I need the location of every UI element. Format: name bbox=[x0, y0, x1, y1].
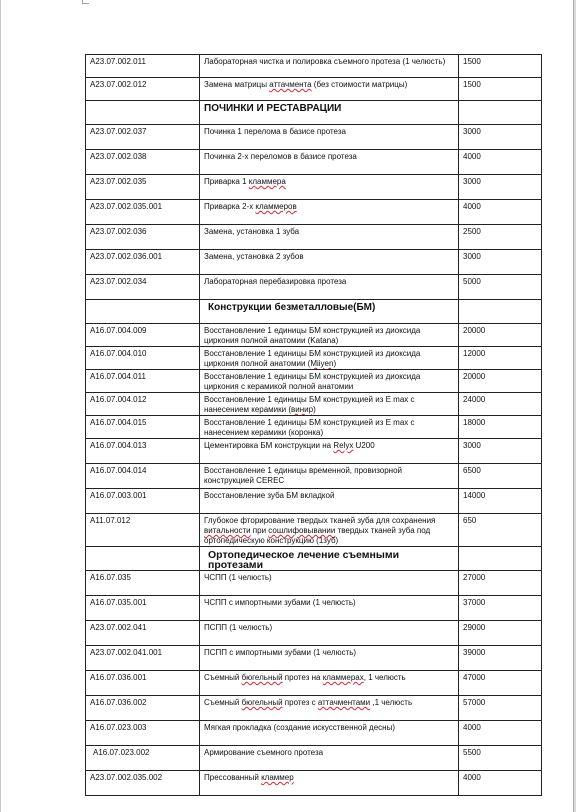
service-name: Цементировка БМ конструкции на Relyx U200 bbox=[200, 439, 459, 464]
service-name: Съемный бюгельный протез с аттачментами ,1 челюсть bbox=[200, 696, 459, 721]
section-title: Ортопедическое лечение съемными протезами bbox=[200, 547, 459, 571]
service-code: A23.07.002.012 bbox=[86, 78, 200, 101]
table-row bbox=[86, 721, 542, 746]
service-name: Замена, установка 1 зуба bbox=[200, 225, 459, 250]
table-row bbox=[86, 275, 542, 300]
service-price: 20000 bbox=[459, 370, 542, 393]
page-corner-mark bbox=[82, 0, 89, 4]
table-row bbox=[86, 175, 542, 200]
service-price: 29000 bbox=[459, 621, 542, 646]
service-code: A16.07.023.002 bbox=[86, 746, 200, 771]
service-name: Лабораторная перебазировка протеза bbox=[200, 275, 459, 300]
service-code: A23.07.002.034 bbox=[86, 275, 200, 300]
spellcheck-word: сошлифовывании bbox=[268, 526, 336, 535]
table-row bbox=[86, 393, 542, 416]
service-code: A23.07.002.037 bbox=[86, 125, 200, 150]
service-price: 2500 bbox=[459, 225, 542, 250]
service-price: 6500 bbox=[459, 464, 542, 489]
table-row bbox=[86, 696, 542, 721]
service-code: A23.07.002.035.001 bbox=[86, 200, 200, 225]
service-name: Восстановление 1 единицы БМ конструкцией из E max с нанесением керамики (винир) bbox=[200, 393, 459, 416]
service-code: A16.07.036.002 bbox=[86, 696, 200, 721]
service-code: A16.07.035 bbox=[86, 571, 200, 596]
service-price: 37000 bbox=[459, 596, 542, 621]
service-name: Починка 2-х переломов в базисе протеза bbox=[200, 150, 459, 175]
service-price: 5000 bbox=[459, 275, 542, 300]
service-price: 24000 bbox=[459, 393, 542, 416]
service-price: 4000 bbox=[459, 200, 542, 225]
price-table-body bbox=[86, 55, 542, 796]
service-code: A16.07.003.001 bbox=[86, 489, 200, 514]
service-name: Восстановление 1 единицы БМ конструкцией из диоксида циркония полной анатомии (Miiyen) bbox=[200, 347, 459, 370]
service-price: 27000 bbox=[459, 571, 542, 596]
service-code: A16.07.035.001 bbox=[86, 596, 200, 621]
table-row bbox=[86, 55, 542, 78]
service-price: 12000 bbox=[459, 347, 542, 370]
price-table bbox=[85, 54, 542, 796]
service-name: Замена, установка 2 зубов bbox=[200, 250, 459, 275]
service-code: A16.07.004.009 bbox=[86, 324, 200, 347]
table-row bbox=[86, 621, 542, 646]
service-price: 1500 bbox=[459, 78, 542, 101]
service-name: Прессованный кламмер bbox=[200, 771, 459, 796]
table-row bbox=[86, 514, 542, 547]
service-price: 3000 bbox=[459, 175, 542, 200]
table-row bbox=[86, 439, 542, 464]
service-name: Приварка 1 кламмера bbox=[200, 175, 459, 200]
service-name: Съемный бюгельный протез на кламмерах, 1 челюсть bbox=[200, 671, 459, 696]
section-title: ПОЧИНКИ И РЕСТАВРАЦИИ bbox=[200, 101, 459, 125]
service-code: A23.07.002.041.001 bbox=[86, 646, 200, 671]
table-row bbox=[86, 78, 542, 101]
spellcheck-word: аттачмента bbox=[269, 80, 312, 89]
service-price: 3000 bbox=[459, 439, 542, 464]
spellcheck-word: винир bbox=[291, 405, 314, 414]
service-code: A23.07.002.036 bbox=[86, 225, 200, 250]
section-row bbox=[86, 300, 542, 324]
service-name: Восстановление 1 единицы БМ конструкцией из E max с нанесением керамики (коронка) bbox=[200, 416, 459, 439]
service-price: 20000 bbox=[459, 324, 542, 347]
section-row bbox=[86, 547, 542, 571]
table-row bbox=[86, 464, 542, 489]
service-code: A23.07.002.041 bbox=[86, 621, 200, 646]
service-code: A23.07.002.038 bbox=[86, 150, 200, 175]
service-code: A16.07.004.014 bbox=[86, 464, 200, 489]
table-row bbox=[86, 571, 542, 596]
table-row bbox=[86, 771, 542, 796]
spellcheck-word: кламмер bbox=[261, 773, 294, 782]
section-code-cell bbox=[86, 101, 200, 125]
section-price-cell bbox=[459, 547, 542, 571]
service-name: ЧСПП (1 челюсть) bbox=[200, 571, 459, 596]
service-price: 4000 bbox=[459, 721, 542, 746]
table-row bbox=[86, 370, 542, 393]
service-name: Замена матрицы аттачмента (без стоимости матрицы) bbox=[200, 78, 459, 101]
service-price: 650 bbox=[459, 514, 542, 547]
table-row bbox=[86, 646, 542, 671]
service-name: Восстановление 1 единицы БМ конструкцией из диоксида циркония с керамикой полной анатомии bbox=[200, 370, 459, 393]
service-price: 4000 bbox=[459, 150, 542, 175]
service-price: 18000 bbox=[459, 416, 542, 439]
section-price-cell bbox=[459, 300, 542, 324]
table-row bbox=[86, 347, 542, 370]
service-price: 3000 bbox=[459, 250, 542, 275]
table-row bbox=[86, 489, 542, 514]
spellcheck-word: бюгельный bbox=[241, 673, 283, 682]
table-row bbox=[86, 250, 542, 275]
section-price-cell bbox=[459, 101, 542, 125]
service-name: Мягкая прокладка (создание искусственной десны) bbox=[200, 721, 459, 746]
table-row bbox=[86, 596, 542, 621]
spellcheck-word: витальности bbox=[204, 526, 251, 535]
service-name: Армирование съемного протеза bbox=[200, 746, 459, 771]
service-name: Глубокое фторирование твердых тканей зуба для сохранения витальности при сошлифовывании твердых тканей зуба под ортопедическую конструкцию (1зуб) bbox=[200, 514, 459, 547]
table-row bbox=[86, 125, 542, 150]
service-price: 5500 bbox=[459, 746, 542, 771]
table-row bbox=[86, 200, 542, 225]
spellcheck-word: Relyx bbox=[333, 441, 354, 450]
service-name: ПСПП с импортными зубами (1 челюсть) bbox=[200, 646, 459, 671]
spellcheck-word: Miiyen bbox=[310, 359, 334, 368]
table-row bbox=[86, 225, 542, 250]
section-row bbox=[86, 101, 542, 125]
service-name: Восстановление зуба БМ вкладкой bbox=[200, 489, 459, 514]
service-price: 14000 bbox=[459, 489, 542, 514]
service-name: ЧСПП с импортными зубами (1 челюсть) bbox=[200, 596, 459, 621]
section-code-cell bbox=[86, 547, 200, 571]
service-price: 57000 bbox=[459, 696, 542, 721]
service-code: A16.07.004.010 bbox=[86, 347, 200, 370]
section-title: Конструкции безметалловые(БМ) bbox=[200, 300, 459, 324]
table-row bbox=[86, 416, 542, 439]
service-price: 1500 bbox=[459, 55, 542, 78]
spellcheck-word: кламмера bbox=[248, 177, 286, 186]
service-name: ПСПП (1 челюсть) bbox=[200, 621, 459, 646]
section-code-cell bbox=[86, 300, 200, 324]
service-code: A11.07.012 bbox=[86, 514, 200, 547]
table-row bbox=[86, 150, 542, 175]
service-code: A23.07.002.011 bbox=[86, 55, 200, 78]
service-price: 47000 bbox=[459, 671, 542, 696]
service-code: A16.07.004.012 bbox=[86, 393, 200, 416]
service-code: A16.07.036.001 bbox=[86, 671, 200, 696]
table-row bbox=[86, 746, 542, 771]
spellcheck-word: кламмерах bbox=[322, 673, 364, 682]
table-row bbox=[86, 324, 542, 347]
spellcheck-word: кламмеров bbox=[255, 202, 297, 211]
service-price: 3000 bbox=[459, 125, 542, 150]
service-name: Восстановление 1 единицы БМ конструкцией из диоксида циркония полной анатомии (Katana) bbox=[200, 324, 459, 347]
service-code: A23.07.002.036.001 bbox=[86, 250, 200, 275]
service-code: A16.07.004.015 bbox=[86, 416, 200, 439]
spellcheck-word: бюгельный bbox=[241, 698, 283, 707]
table-row bbox=[86, 671, 542, 696]
service-price: 4000 bbox=[459, 771, 542, 796]
spellcheck-word: аттачментами bbox=[317, 698, 371, 707]
service-code: A16.07.023.003 bbox=[86, 721, 200, 746]
service-code: A23.07.002.035 bbox=[86, 175, 200, 200]
service-name: Починка 1 перелома в базисе протеза bbox=[200, 125, 459, 150]
service-price: 39000 bbox=[459, 646, 542, 671]
service-name: Приварка 2-х кламмеров bbox=[200, 200, 459, 225]
service-name: Лабораторная чистка и полировка съемного протеза (1 челюсть) bbox=[200, 55, 459, 78]
service-name: Восстановление 1 единицы временной, провизорной конструкцией CEREC bbox=[200, 464, 459, 489]
service-code: A16.07.004.013 bbox=[86, 439, 200, 464]
service-code: A23.07.002.035.002 bbox=[86, 771, 200, 796]
service-code: A16.07.004.011 bbox=[86, 370, 200, 393]
